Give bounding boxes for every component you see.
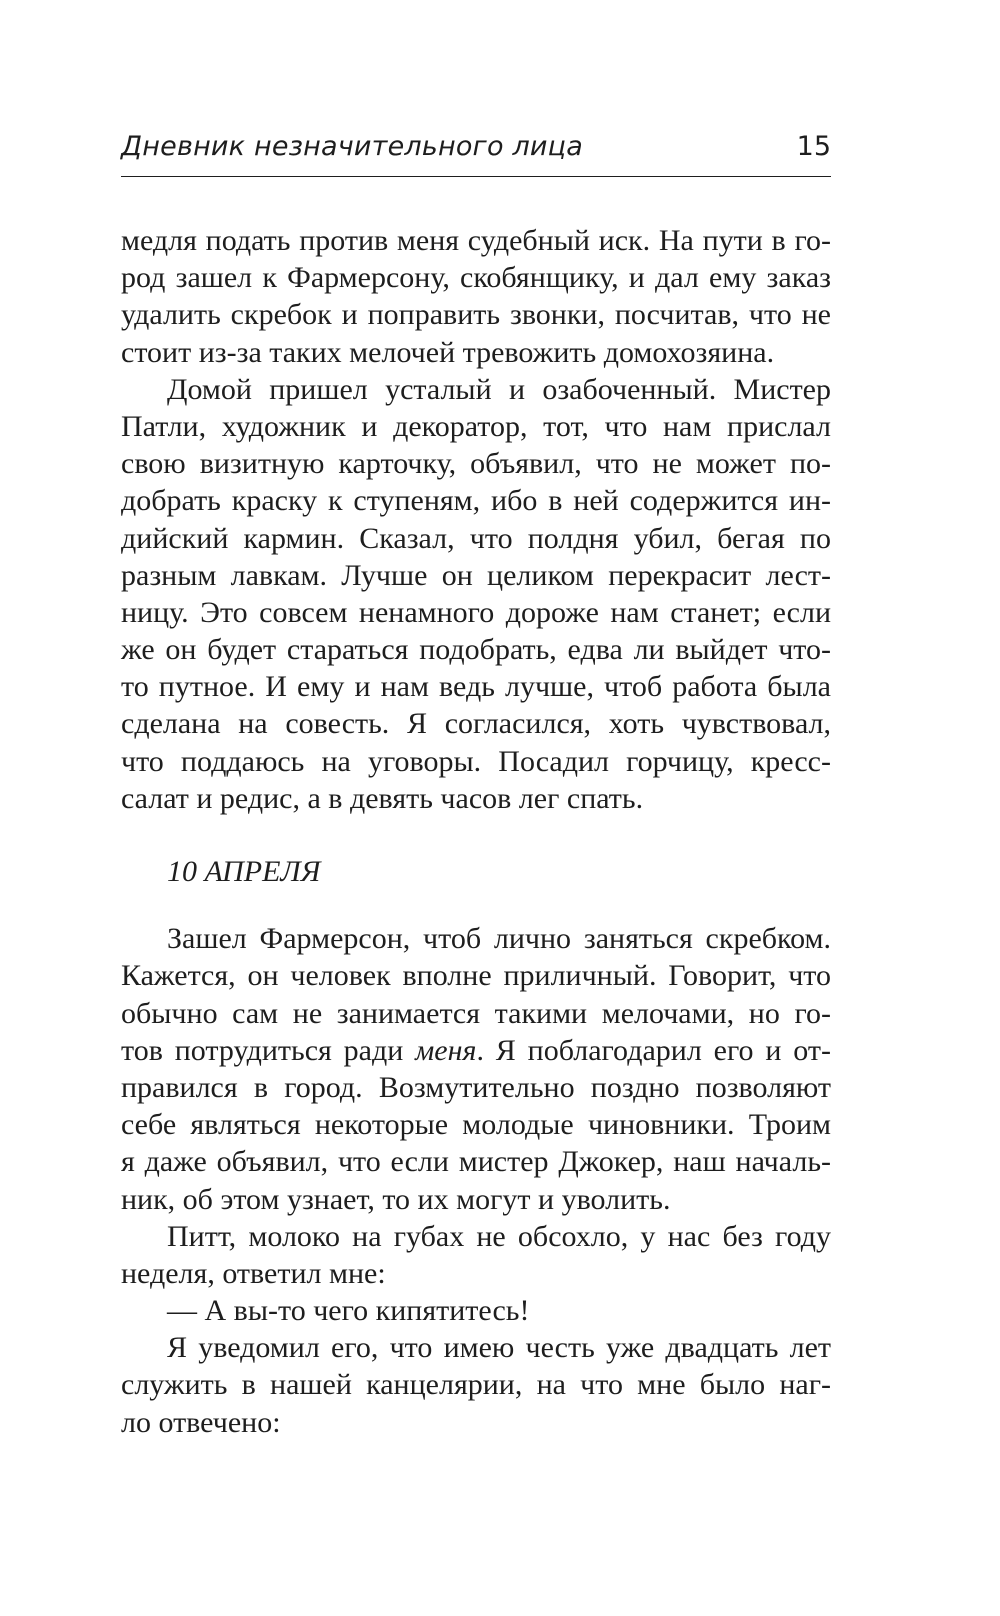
text-line: разным лавкам. Лучше он целиком перекрасит лест- — [121, 558, 831, 592]
text-line: то путное. И ему и нам ведь лучше, чтоб работа была — [121, 670, 831, 704]
text-line: я даже объявил, что если мистер Джокер, наш началь- — [121, 1145, 831, 1179]
paragraph-5 — [121, 1292, 831, 1329]
section-gap — [121, 890, 831, 920]
text-line: ницу. Это совсем ненамного дороже нам станет; если — [121, 595, 831, 629]
paragraph-6 — [121, 1329, 831, 1441]
text-line: же он будет стараться подобрать, едва ли выйдет что- — [121, 633, 831, 667]
text-line: Питт, молоко на губах не обсохло, у нас без году — [167, 1219, 831, 1253]
text-line-with-emphasis — [121, 1032, 831, 1069]
text-line: добрать краску к ступеням, ибо в ней содержится ин- — [121, 484, 831, 518]
paragraph-1 — [121, 222, 831, 371]
text-line: род зашел к Фармерсону, скобянщику, и дал ему заказ — [121, 261, 831, 295]
text-line: свою визитную карточку, объявил, что не может по- — [121, 447, 831, 481]
text-line: что поддаюсь на уговоры. Посадил горчицу, кресс- — [121, 744, 831, 778]
text-line: медля подать против меня судебный иск. На пути в го- — [121, 224, 831, 257]
text-line: себе являться некоторые молодые чиновники. Троим — [121, 1108, 831, 1142]
text-line: служить в нашей канцелярии, на что мне было наг- — [121, 1368, 831, 1402]
text-line: неделя, ответил мне: — [121, 1256, 386, 1290]
running-header — [121, 128, 831, 177]
text-line: ник, об этом узнает, то их могут и уволить. — [121, 1182, 671, 1216]
text-line: Я уведомил его, что имею честь уже двадцать лет — [167, 1331, 831, 1365]
text-line: ло отвечено: — [121, 1405, 281, 1439]
text-line: Зашел Фармерсон, чтоб лично заняться скребком. — [167, 922, 831, 956]
emphasized-word: меня — [415, 1033, 477, 1067]
paragraph-2 — [121, 371, 831, 817]
text-segment: тов потрудиться ради — [121, 1033, 416, 1067]
page-number: 15 — [796, 131, 831, 162]
date-heading: 10 АПРЕЛЯ — [167, 855, 321, 888]
section-gap — [121, 817, 831, 853]
body-text — [121, 222, 831, 1441]
text-line: стоит из-за таких мелочей тревожить домохозяина. — [121, 335, 775, 369]
text-line: удалить скребок и поправить звонки, посчитав, что не — [121, 298, 831, 332]
text-line: Патли, художник и декоратор, тот, что нам прислал — [121, 409, 831, 443]
dialogue-line: — А вы-то чего кипятитесь! — [167, 1294, 530, 1328]
paragraph-4 — [121, 1218, 831, 1292]
text-segment: . Я поблагодарил его и от- — [476, 1033, 831, 1067]
text-line: дийский кармин. Сказал, что полдня убил, бегая по — [121, 521, 831, 555]
running-title: Дневник незначительного лица — [121, 131, 583, 162]
text-line: Домой пришел усталый и озабоченный. Мистер — [167, 372, 831, 406]
paragraph-3 — [121, 920, 831, 1218]
text-line: салат и редис, а в девять часов лег спать. — [121, 781, 644, 815]
text-line: сделана на совесть. Я согласился, хоть чувствовал, — [121, 707, 831, 741]
text-line: правился в город. Возмутительно поздно позволяют — [121, 1070, 831, 1104]
text-line: обычно сам не занимается такими мелочами, но го- — [121, 996, 831, 1030]
text-line: Кажется, он человек вполне приличный. Говорит, что — [121, 959, 831, 993]
